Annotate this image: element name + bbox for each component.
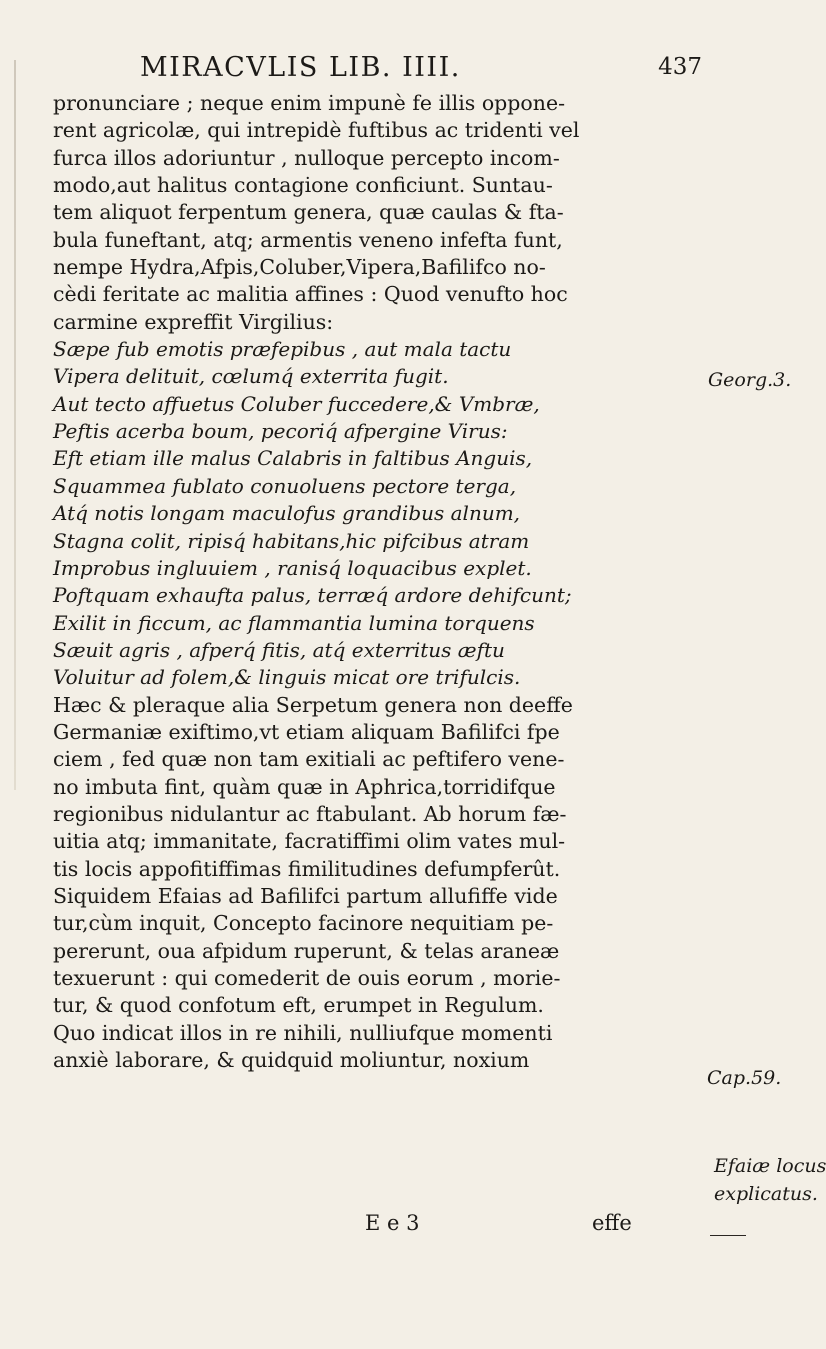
text-line: nempe Hydra,Afpis,Coluber,Vipera,Bafilifco no- (53, 255, 546, 280)
verse-line: Atq́ notis longam maculofus grandibus alnum, (53, 501, 521, 526)
verse-line: Exilit in ficcum, ac flammantia lumina torquens (53, 610, 535, 635)
main-text (53, 90, 713, 1074)
text-line: bula funeftant, atq; armentis veneno infefta funt, (53, 227, 563, 252)
running-head: MIRACVLIS LIB. IIII. (140, 52, 461, 83)
marginal-note-esaia: Efaiæ locus (714, 1155, 826, 1177)
verse-line: Improbus ingluuiem , ranisq́ loquacibus explet. (53, 555, 532, 580)
verse-line: Poftquam exhaufta palus, terræq́ ardore dehifcunt; (53, 583, 572, 608)
binding-edge (14, 60, 16, 790)
text-line: pronunciare ; neque enim impunè fe illis oppone- (53, 91, 566, 115)
verse-line: Sæpe fub emotis præfepibus , aut mala tactu (53, 337, 512, 362)
text-line: pererunt, oua afpidum ruperunt, & telas araneæ (53, 938, 560, 963)
verse-line: Eft etiam ille malus Calabris in faltibus Anguis, (53, 446, 533, 471)
text-line: regionibus nidulantur ac ftabulant. Ab horum fæ- (53, 801, 567, 826)
text-line: tem aliquot ferpentum genera, quæ caulas & fta- (53, 200, 564, 225)
verse-line: Voluitur ad folem,& linguis micat ore trifulcis. (53, 665, 521, 690)
text-line: no imbuta fint, quàm quæ in Aphrica,torridifque (53, 774, 556, 799)
text-line: ciem , fed quæ non tam exitiali ac peftifero vene- (53, 747, 565, 772)
text-line: Quo indicat illos in re nihili, nulliufque momenti (53, 1020, 553, 1045)
text-line: rent agricolæ, qui intrepidè fuftibus ac tridenti vel (53, 118, 580, 143)
text-line: tis locis appofitiffimas fimilitudines defumpferût. (53, 856, 561, 881)
verse-line: Stagna colit, ripisq́ habitans,hic pifcibus atram (53, 528, 530, 553)
page-number: 437 (658, 54, 702, 80)
verse-line: Squammea fublato conuoluens pectore terga, (53, 473, 517, 498)
text-line: Siquidem Efaias ad Bafilifci partum allufiffe vide (53, 883, 558, 908)
page-header (140, 52, 700, 92)
verse-line: Peftis acerba boum, pecoriq́ afpergine Virus: (53, 419, 508, 444)
verse-line: Vipera delituit, cœlumq́ exterrita fugit. (53, 364, 449, 389)
catchword: effe (592, 1211, 632, 1235)
text-line: Hæc & pleraque alia Serpetum genera non deeffe (53, 692, 573, 717)
text-line: modo,aut halitus contagione conficiunt. Suntau- (53, 173, 553, 198)
text-line: texuerunt : qui comederit de ouis eorum , morie- (53, 966, 561, 990)
text-line: furca illos adoriuntur , nulloque percepto incom- (53, 145, 560, 170)
verse-line: Aut tecto affuetus Coluber fuccedere,& Vmbræ, (53, 391, 540, 416)
signature-mark: E e 3 (365, 1211, 420, 1235)
text-line: cèdi feritate ac malitia affines : Quod venufto hoc (53, 282, 568, 307)
marginal-note-explicatus: explicatus. (714, 1183, 818, 1205)
marginal-note-cap: Cap.59. (707, 1067, 782, 1089)
text-line: carmine expreffit Virgilius: (53, 309, 334, 334)
text-line: uitia atq; immanitate, facratiffimi olim vates mul- (53, 829, 566, 854)
text-line: Germaniæ exiftimo,vt etiam aliquam Bafilifci fpe (53, 719, 560, 744)
verse-line: Sæuit agris , afperq́ fitis, atq́ exterritus æftu (53, 637, 505, 662)
text-line: tur,cùm inquit, Concepto facinore nequitiam pe- (53, 911, 554, 936)
margin-rule (710, 1235, 746, 1236)
marginal-note-georg: Georg.3. (708, 369, 792, 391)
text-line: anxiè laborare, & quidquid moliuntur, noxium (53, 1048, 530, 1073)
text-line: tur, & quod confotum eft, erumpet in Regulum. (53, 993, 544, 1018)
